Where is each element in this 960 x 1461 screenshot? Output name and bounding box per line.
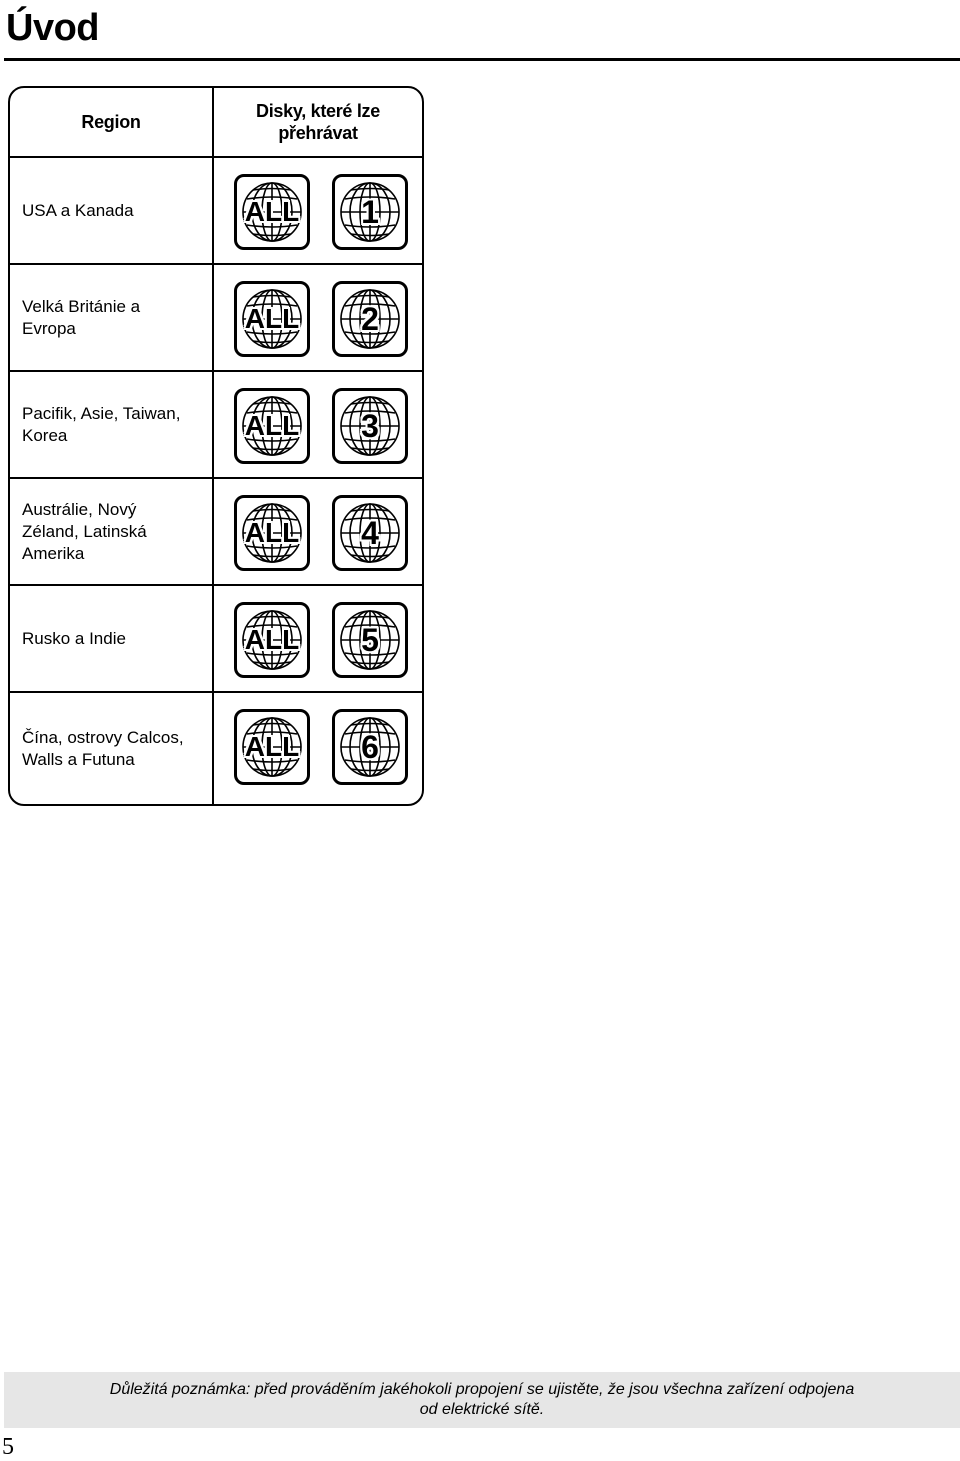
badge-label-code: 4: [361, 514, 379, 551]
region-globe-icon: [332, 602, 408, 678]
badge-label-code: 1: [361, 193, 379, 230]
region-name: Rusko a Indie: [22, 628, 126, 648]
page-number: 5: [2, 1434, 14, 1460]
table-header: [10, 88, 422, 158]
table-row: [10, 693, 422, 805]
table-row: [10, 372, 422, 479]
badge-label-code: 5: [361, 621, 379, 658]
region-code-table: [8, 86, 424, 806]
badge-label-code: 2: [361, 300, 379, 337]
region-globe-icon: [234, 709, 310, 785]
region-globe-icon: [332, 174, 408, 250]
region-name: Pacifik, Asie, Taiwan, Korea: [22, 403, 181, 445]
region-name: Austrálie, Nový Zéland, Latinská Amerika: [22, 499, 147, 563]
header-region: Region: [81, 111, 141, 132]
region-globe-icon: [234, 281, 310, 357]
title-rule: [4, 58, 960, 61]
table-row: [10, 265, 422, 372]
table-row: [10, 158, 422, 265]
badge-label-all: ALL: [244, 410, 300, 441]
badge-label-all: ALL: [244, 624, 300, 655]
badge-label-all: ALL: [244, 303, 300, 334]
table-row: [10, 586, 422, 693]
region-globe-icon: [234, 495, 310, 571]
table-row: [10, 479, 422, 586]
note-line-1: Důležitá poznámka: před prováděním jakéhokoli propojení se ujistěte, že jsou všechna zařízení odpojena: [109, 1381, 855, 1398]
region-globe-icon: [332, 388, 408, 464]
important-note: [4, 1372, 960, 1428]
badge-label-all: ALL: [244, 731, 300, 762]
region-name: USA a Kanada: [22, 200, 134, 220]
note-line-2: od elektrické sítě.: [419, 1401, 545, 1418]
region-globe-icon: [332, 281, 408, 357]
badge-label-all: ALL: [244, 517, 300, 548]
region-globe-icon: [332, 495, 408, 571]
header-playable-discs-label: Disky, které lze přehrávat: [256, 101, 380, 143]
region-globe-icon: [234, 602, 310, 678]
region-globe-icon: [234, 388, 310, 464]
header-playable-discs: [214, 88, 422, 156]
badge-label-code: 6: [361, 728, 379, 765]
region-name: Čína, ostrovy Calcos, Walls a Futuna: [22, 728, 184, 769]
badge-label-code: 3: [361, 407, 379, 444]
region-name: Velká Británie a Evropa: [22, 296, 141, 338]
page-title: Úvod: [6, 7, 99, 49]
region-globe-icon: [332, 709, 408, 785]
badge-label-all: ALL: [244, 196, 300, 227]
region-globe-icon: [234, 174, 310, 250]
